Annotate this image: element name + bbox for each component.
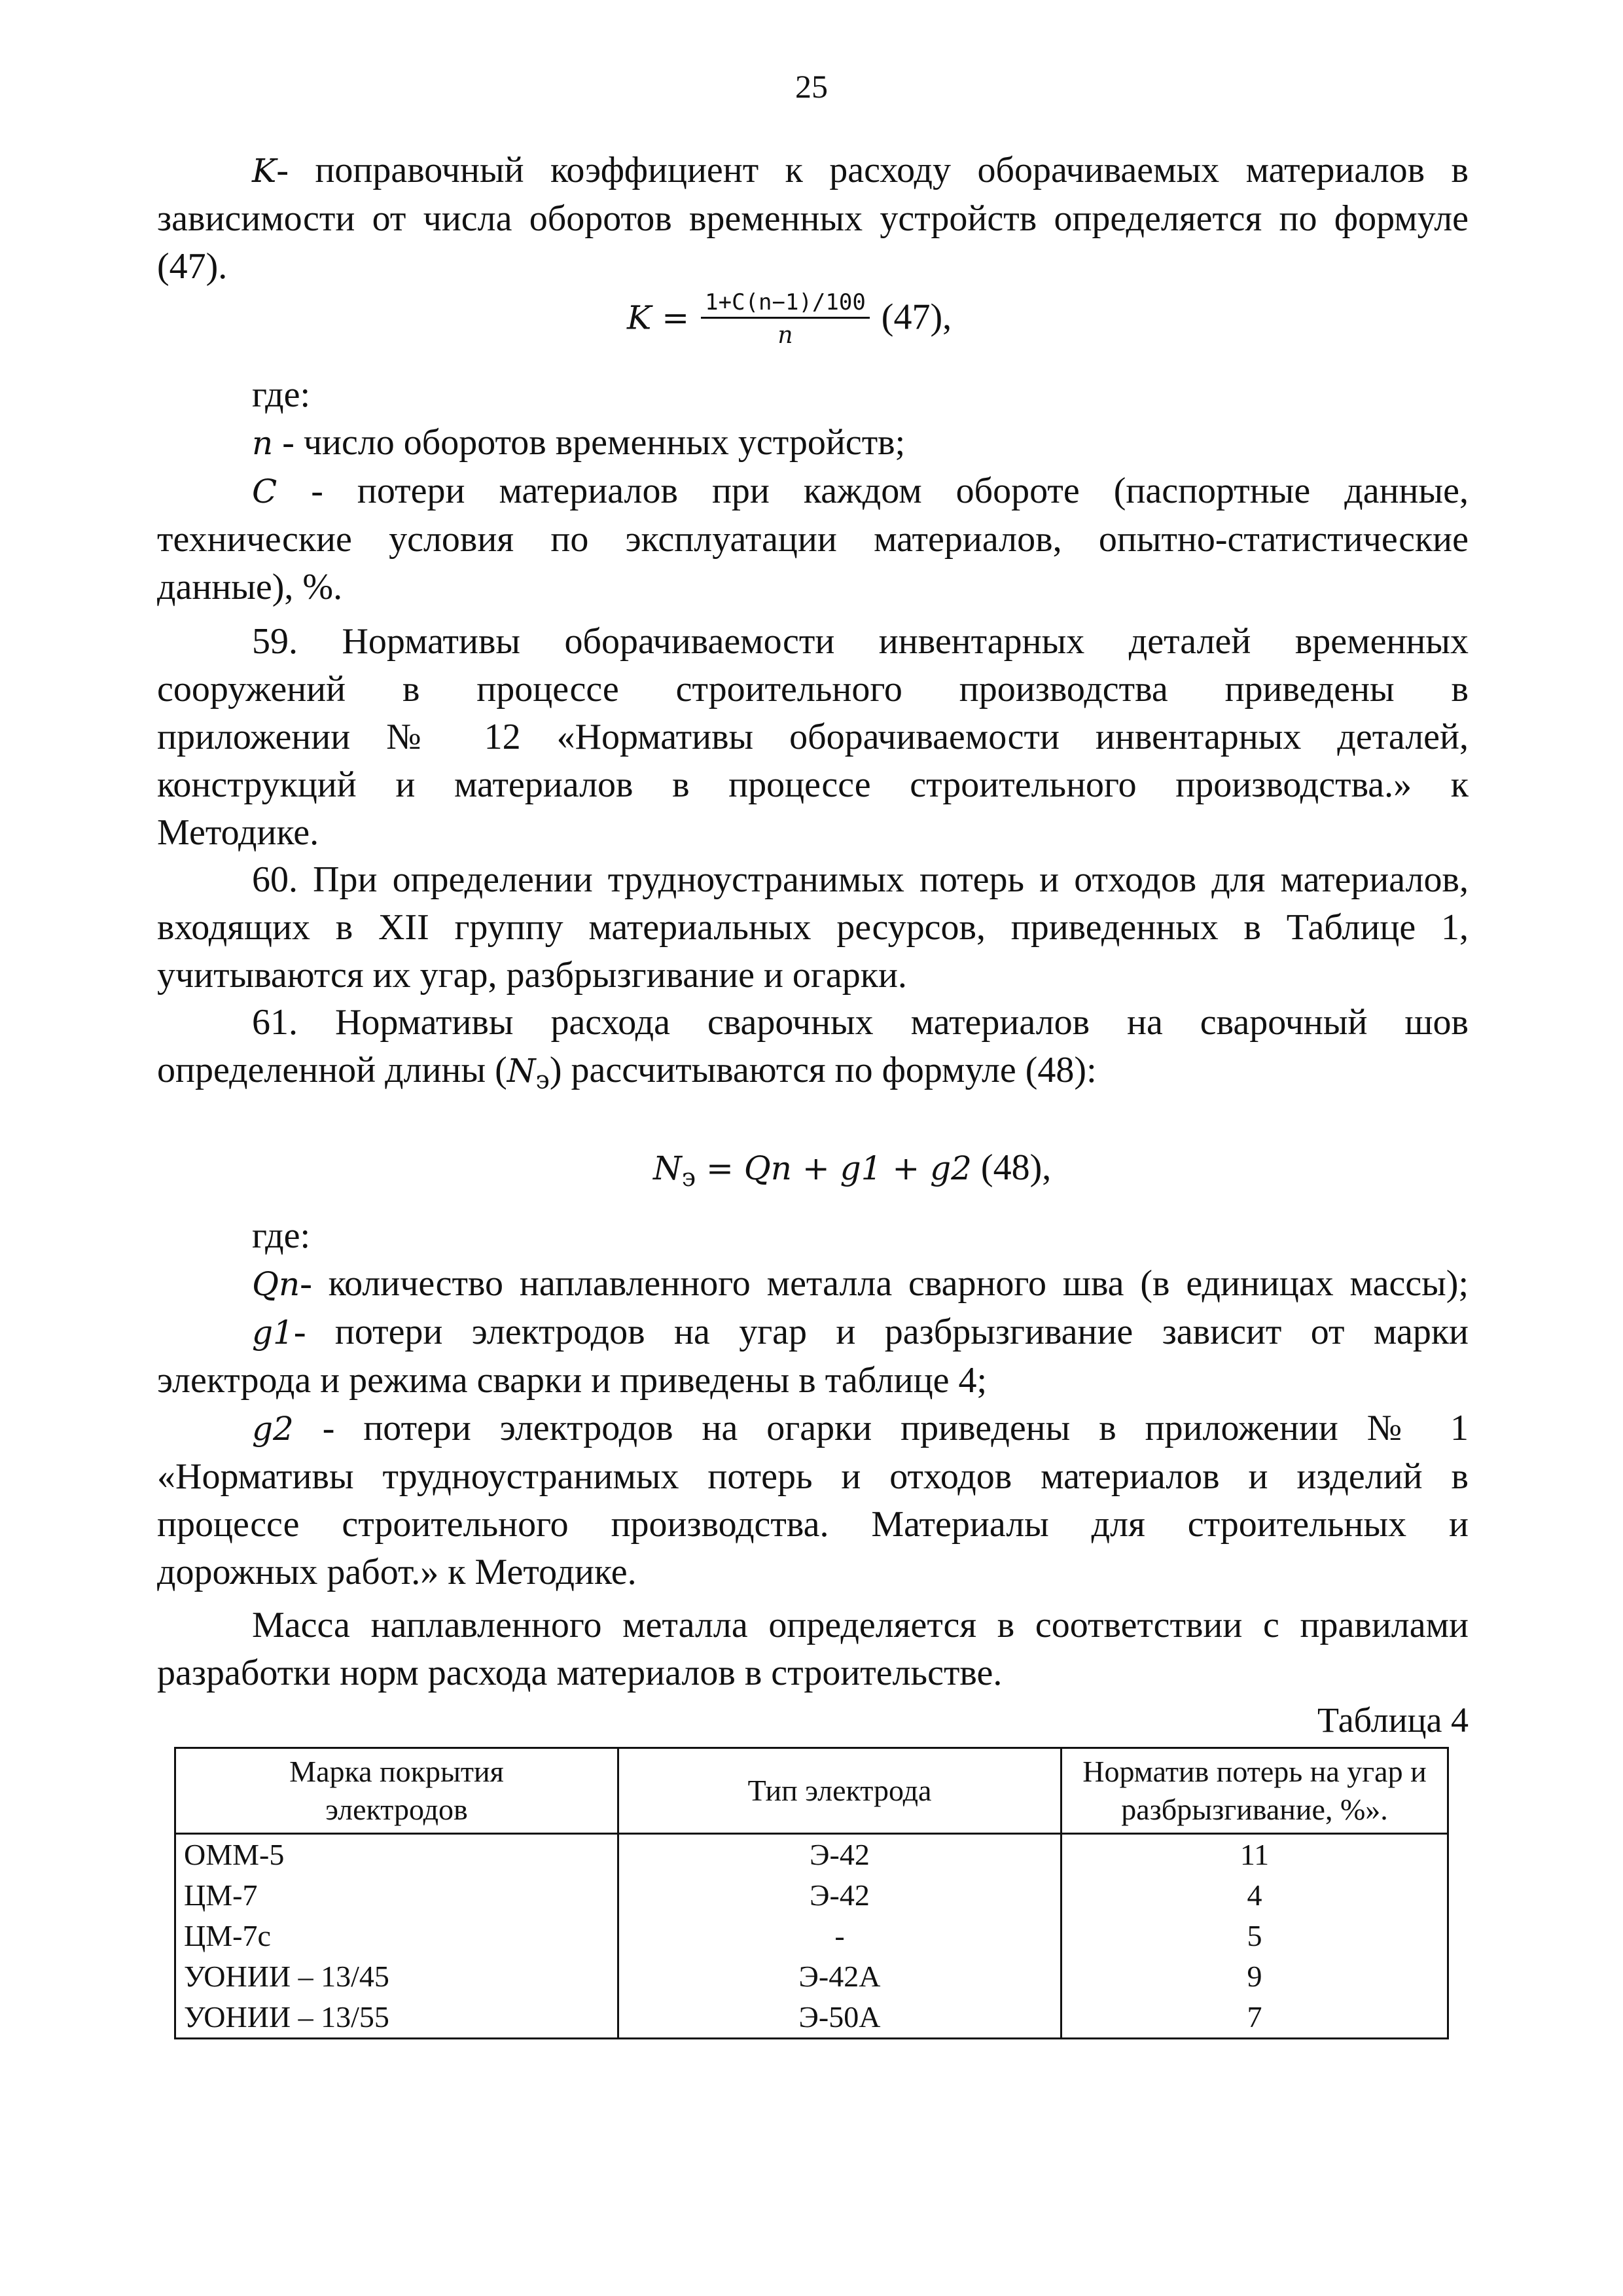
variable-g1: g1: [252, 1314, 294, 1352]
variable-c: C: [252, 473, 277, 511]
table-caption: Таблица 4: [1317, 1700, 1469, 1740]
formula-label: (48),: [971, 1147, 1052, 1188]
fraction: [701, 288, 870, 353]
paragraph-mass: [157, 1602, 1469, 1697]
text-line: приложении № 12 «Нормативы оборачиваемости инвентарных деталей,: [157, 717, 1469, 757]
cell-loss-norm: 4: [1061, 1875, 1448, 1916]
text-line: процессе строительного производства. Материалы для строительных и: [157, 1504, 1469, 1545]
text-line: 59. Нормативы оборачиваемости инвентарных деталей временных: [252, 621, 1469, 662]
cell-coating-brand: УОНИИ – 13/55: [175, 1997, 618, 2039]
definition-g2: g2 - потери электродов на огарки приведены в приложении № 1: [252, 1408, 1469, 1448]
text-line: конструкций и материалов в процессе строительного производства.» к: [157, 764, 1469, 805]
subscript-e: э: [535, 1066, 550, 1094]
text-line: K- поправочный коэффициент к расходу оборачиваемых материалов в: [252, 150, 1469, 190]
definition-n: n - число оборотов временных устройств;: [252, 422, 906, 463]
table-row: [175, 1997, 1448, 2039]
cell-loss-norm: 7: [1061, 1997, 1448, 2039]
definitions-block-1: [157, 371, 1469, 611]
header-coating-brand: Марка покрытия электродов: [175, 1748, 618, 1834]
formula-rhs: = Qn + g1 + g2: [696, 1149, 972, 1187]
text-line: сооружений в процессе строительного производства приведены в: [157, 669, 1469, 709]
text-line: данные), %.: [157, 567, 343, 607]
cell-coating-brand: ОММ-5: [175, 1834, 618, 1876]
cell-coating-brand: ЦМ-7: [175, 1875, 618, 1916]
variable-k: K: [252, 152, 277, 190]
cell-loss-norm: 11: [1061, 1834, 1448, 1876]
cell-coating-brand: УОНИИ – 13/45: [175, 1956, 618, 1997]
header-loss-norm: Норматив потерь на угар и разбрызгивание, %».: [1061, 1748, 1448, 1834]
fraction-numerator: 1+C(n−1)/100: [701, 288, 870, 319]
text-line: входящих в XII группу материальных ресурсов, приведенных в Таблице 1,: [157, 907, 1469, 948]
text-line: Методике.: [157, 812, 319, 853]
paragraph-61: [157, 999, 1469, 1104]
paragraph-59: [157, 618, 1469, 857]
text-line: электрода и режима сварки и приведены в таблице 4;: [157, 1360, 988, 1401]
text-line: 61. Нормативы расхода сварочных материалов на сварочный шов: [252, 1002, 1469, 1043]
table-row: [175, 1834, 1448, 1876]
paragraph-k-coefficient: [157, 147, 1469, 291]
variable-g2: g2: [252, 1410, 294, 1448]
definition-qn: Qn- количество наплавленного металла сварного шва (в единицах массы);: [252, 1263, 1469, 1304]
cell-electrode-type: Э-50А: [618, 1997, 1061, 2039]
variable-n: n: [252, 424, 274, 462]
where-label: где:: [252, 1215, 311, 1256]
electrode-loss-table: [174, 1747, 1449, 2039]
text-line: учитываются их угар, разбрызгивание и огарки.: [157, 955, 907, 996]
definitions-block-2: [157, 1212, 1469, 1596]
fraction-denominator: n: [777, 322, 793, 349]
definition-g1: g1- потери электродов на угар и разбрызгивание зависит от марки: [252, 1312, 1469, 1352]
cell-electrode-type: -: [618, 1916, 1061, 1956]
text-line: разработки норм расхода материалов в строительстве.: [157, 1653, 1003, 1693]
text-line: технические условия по эксплуатации материалов, опытно-статистические: [157, 519, 1469, 560]
text-line: определенной длины $(N_э)$ рассчитываются по формуле (48):: [157, 1050, 1097, 1094]
variable-n-e: N: [507, 1052, 536, 1090]
text-line: дорожных работ.» к Методике.: [157, 1552, 637, 1592]
variable-qn: Qn: [252, 1265, 300, 1303]
table-row: [175, 1956, 1448, 1997]
text-line: Масса наплавленного металла определяется в соответствии с правилами: [252, 1605, 1469, 1645]
cell-coating-brand: ЦМ-7с: [175, 1916, 618, 1956]
formula-lhs: K =: [627, 298, 690, 337]
paragraph-60: [157, 856, 1469, 999]
header-electrode-type: Тип электрода: [618, 1748, 1061, 1834]
table-header-row: [175, 1748, 1448, 1834]
cell-loss-norm: 9: [1061, 1956, 1448, 1997]
cell-loss-norm: 5: [1061, 1916, 1448, 1956]
where-label: где:: [252, 374, 311, 415]
page-number: 25: [795, 68, 828, 105]
text-line: (47).: [157, 246, 228, 287]
table-row: [175, 1916, 1448, 1956]
subscript-e: э: [681, 1163, 696, 1192]
cell-electrode-type: Э-42: [618, 1834, 1061, 1876]
text-line: «Нормативы трудноустранимых потерь и отходов материалов и изделий в: [157, 1456, 1469, 1497]
cell-electrode-type: Э-42А: [618, 1956, 1061, 1997]
formula-label: (47),: [881, 296, 952, 338]
table-row: [175, 1875, 1448, 1916]
text-line: 60. При определении трудноустранимых потерь и отходов для материалов,: [252, 859, 1469, 900]
definition-c: C - потери материалов при каждом обороте (паспортные данные,: [252, 471, 1469, 511]
cell-electrode-type: Э-42: [618, 1875, 1061, 1916]
formula-lhs: N: [653, 1149, 682, 1187]
formula-47: [627, 288, 952, 353]
formula-48: [653, 1144, 1051, 1202]
text-line: зависимости от числа оборотов временных устройств определяется по формуле: [157, 198, 1469, 239]
